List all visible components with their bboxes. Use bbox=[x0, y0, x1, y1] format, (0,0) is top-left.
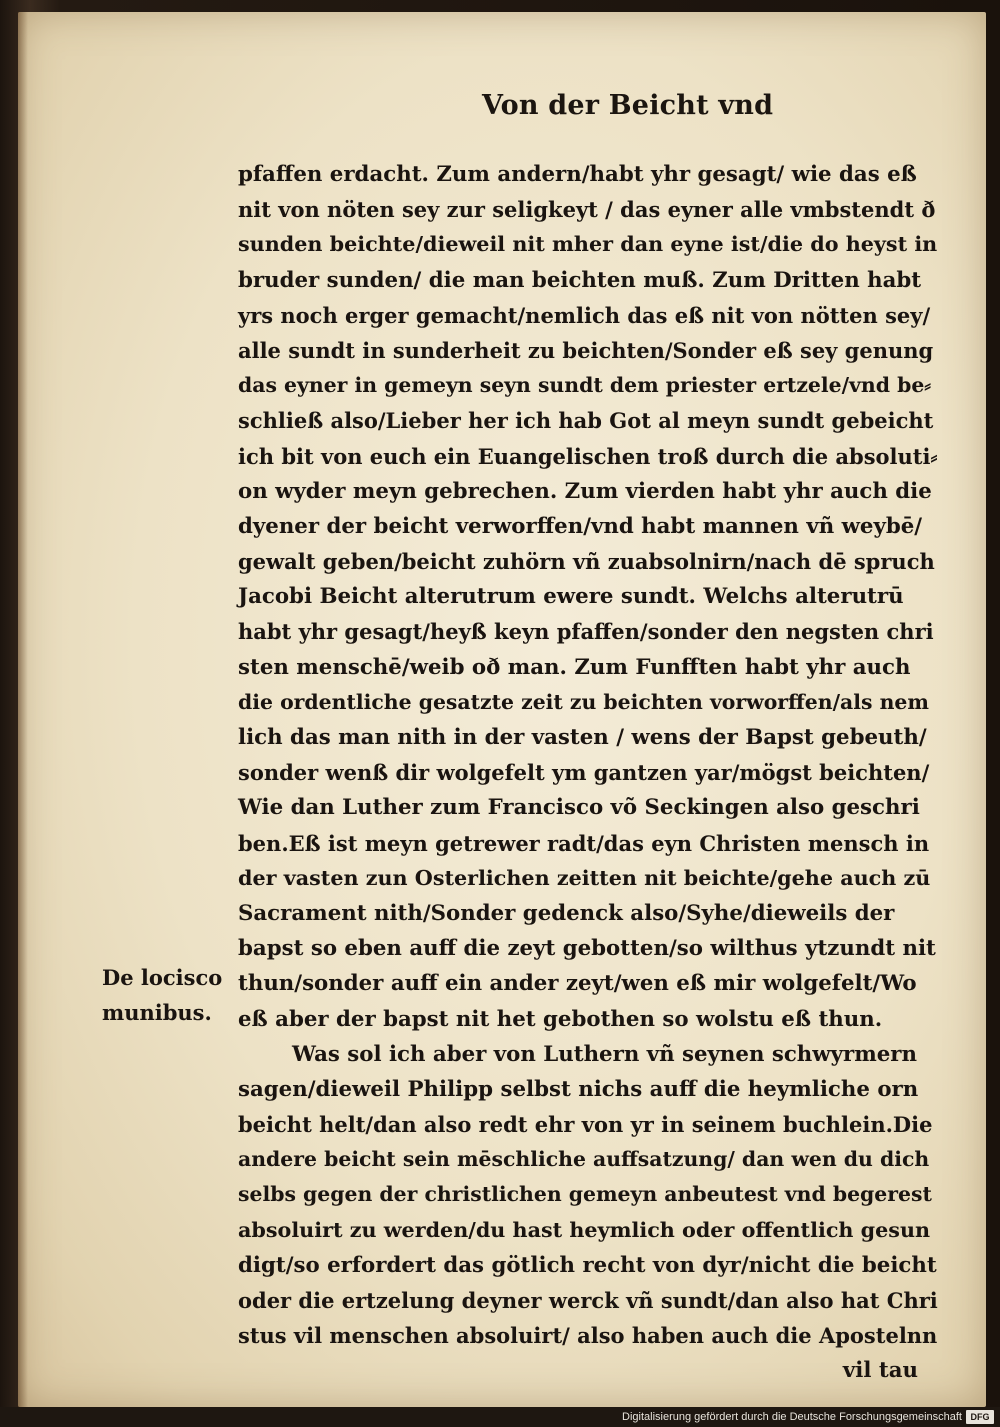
text-line: yrs noch erger gemacht/nemlich das eß nit von nötten sey/ bbox=[238, 302, 931, 328]
text-line: das eyner in gemeyn seyn sundt dem priester ertzele/vnd be⸗ bbox=[238, 373, 932, 398]
text-line: nit von nöten sey zur seligkeyt / das eyner alle vmbstendt ð bbox=[238, 197, 936, 223]
text-line: bruder sunden/ die man beichten muß. Zum Dritten habt bbox=[238, 267, 922, 293]
text-line: eß aber der bapst nit het gebothen so wolstu eß thun. bbox=[238, 1006, 883, 1032]
page-gutter-shadow bbox=[18, 12, 28, 1407]
text-line: bapst so eben auff die zeyt gebotten/so wilthus ytzundt nit bbox=[238, 936, 936, 962]
text-line: beicht helt/dan also redt ehr von yr in seinem buchlein.Die bbox=[238, 1112, 933, 1138]
paragraph-start-line: Was sol ich aber von Luthern vñ seynen schwyrmern bbox=[292, 1041, 918, 1067]
text-line: sonder wenß dir wolgefelt ym gantzen yar/mögst beichten/ bbox=[238, 760, 930, 786]
text-line: sunden beichte/dieweil nit mher dan eyne ist/die do heyst in bbox=[238, 232, 938, 257]
marginal-note bbox=[102, 960, 242, 1030]
text-line: ich bit von euch ein Euangelischen troß durch die absoluti⸗ bbox=[238, 443, 938, 469]
text-line: on wyder meyn gebrechen. Zum vierden habt yhr auch die bbox=[238, 478, 932, 504]
marginal-note-line: De locisco bbox=[102, 965, 223, 990]
text-line: ben.Eß ist meyn getrewer radt/das eyn Christen mensch in bbox=[238, 830, 930, 856]
catchword: vil tau bbox=[842, 1358, 918, 1384]
text-line: habt yhr gesagt/heyß keyn pfaffen/sonder den negsten chri bbox=[238, 619, 934, 645]
text-line: thun/sonder auff ein ander zeyt/wen eß mir wolgefelt/Wo bbox=[238, 971, 917, 997]
text-line: sten menschē/weib oð man. Zum Funfften habt yhr auch bbox=[238, 654, 911, 680]
text-line: der vasten zun Osterlichen zeitten nit beichte/gehe auch zū bbox=[238, 865, 931, 890]
text-line: Sacrament nith/Sonder gedenck also/Syhe/dieweils der bbox=[238, 900, 895, 926]
funding-credit: Digitalisierung gefördert durch die Deutsche Forschungsgemeinschaft bbox=[622, 1411, 962, 1423]
text-line: andere beicht sein mēschliche auffsatzung/ dan wen du dich bbox=[238, 1147, 930, 1172]
text-line: alle sundt in sunderheit zu beichten/Sonder eß sey genung bbox=[238, 337, 934, 363]
text-line: gewalt geben/beicht zuhörn vñ zuabsolnirn/nach dē spruch bbox=[238, 549, 935, 575]
text-line: lich das man nith in der vasten / wens der Bapst gebeuth/ bbox=[238, 725, 927, 750]
text-line: schließ also/Lieber her ich hab Got al meyn sundt gebeicht bbox=[238, 408, 934, 434]
dfg-logo: DFG bbox=[966, 1410, 994, 1424]
text-line: Wie dan Luther zum Francisco võ Seckingen also geschri bbox=[238, 795, 920, 821]
text-line: stus vil menschen absoluirt/ also haben auch die Apostelnn bbox=[238, 1323, 938, 1349]
text-line: pfaffen erdacht. Zum andern/habt yhr gesagt/ wie das eß bbox=[238, 162, 917, 187]
text-line: absoluirt zu werden/du hast heymlich oder offentlich gesun bbox=[238, 1217, 931, 1242]
text-line: digt/so erfordert das götlich recht von dyr/nicht die beicht bbox=[238, 1252, 937, 1278]
text-line: sagen/dieweil Philipp selbst nichs auff die heymliche orn bbox=[238, 1076, 919, 1102]
body-text bbox=[238, 157, 938, 1389]
text-line: selbs gegen der christlichen gemeyn anbeutest vnd begerest bbox=[238, 1182, 932, 1207]
running-head: Von der Beicht vnd bbox=[482, 90, 774, 121]
text-line: oder die ertzelung deyner werck vñ sundt/dan also hat Chri bbox=[238, 1288, 938, 1313]
text-line: dyener der beicht verworffen/vnd habt mannen vñ weybē/ bbox=[238, 513, 923, 539]
text-line: Jacobi Beicht alterutrum ewere sundt. Welchs alterutrū bbox=[238, 584, 904, 610]
marginal-note-line: munibus. bbox=[102, 1000, 212, 1025]
text-line: die ordentliche gesatzte zeit zu beichten vorworffen/als nem bbox=[238, 689, 929, 714]
